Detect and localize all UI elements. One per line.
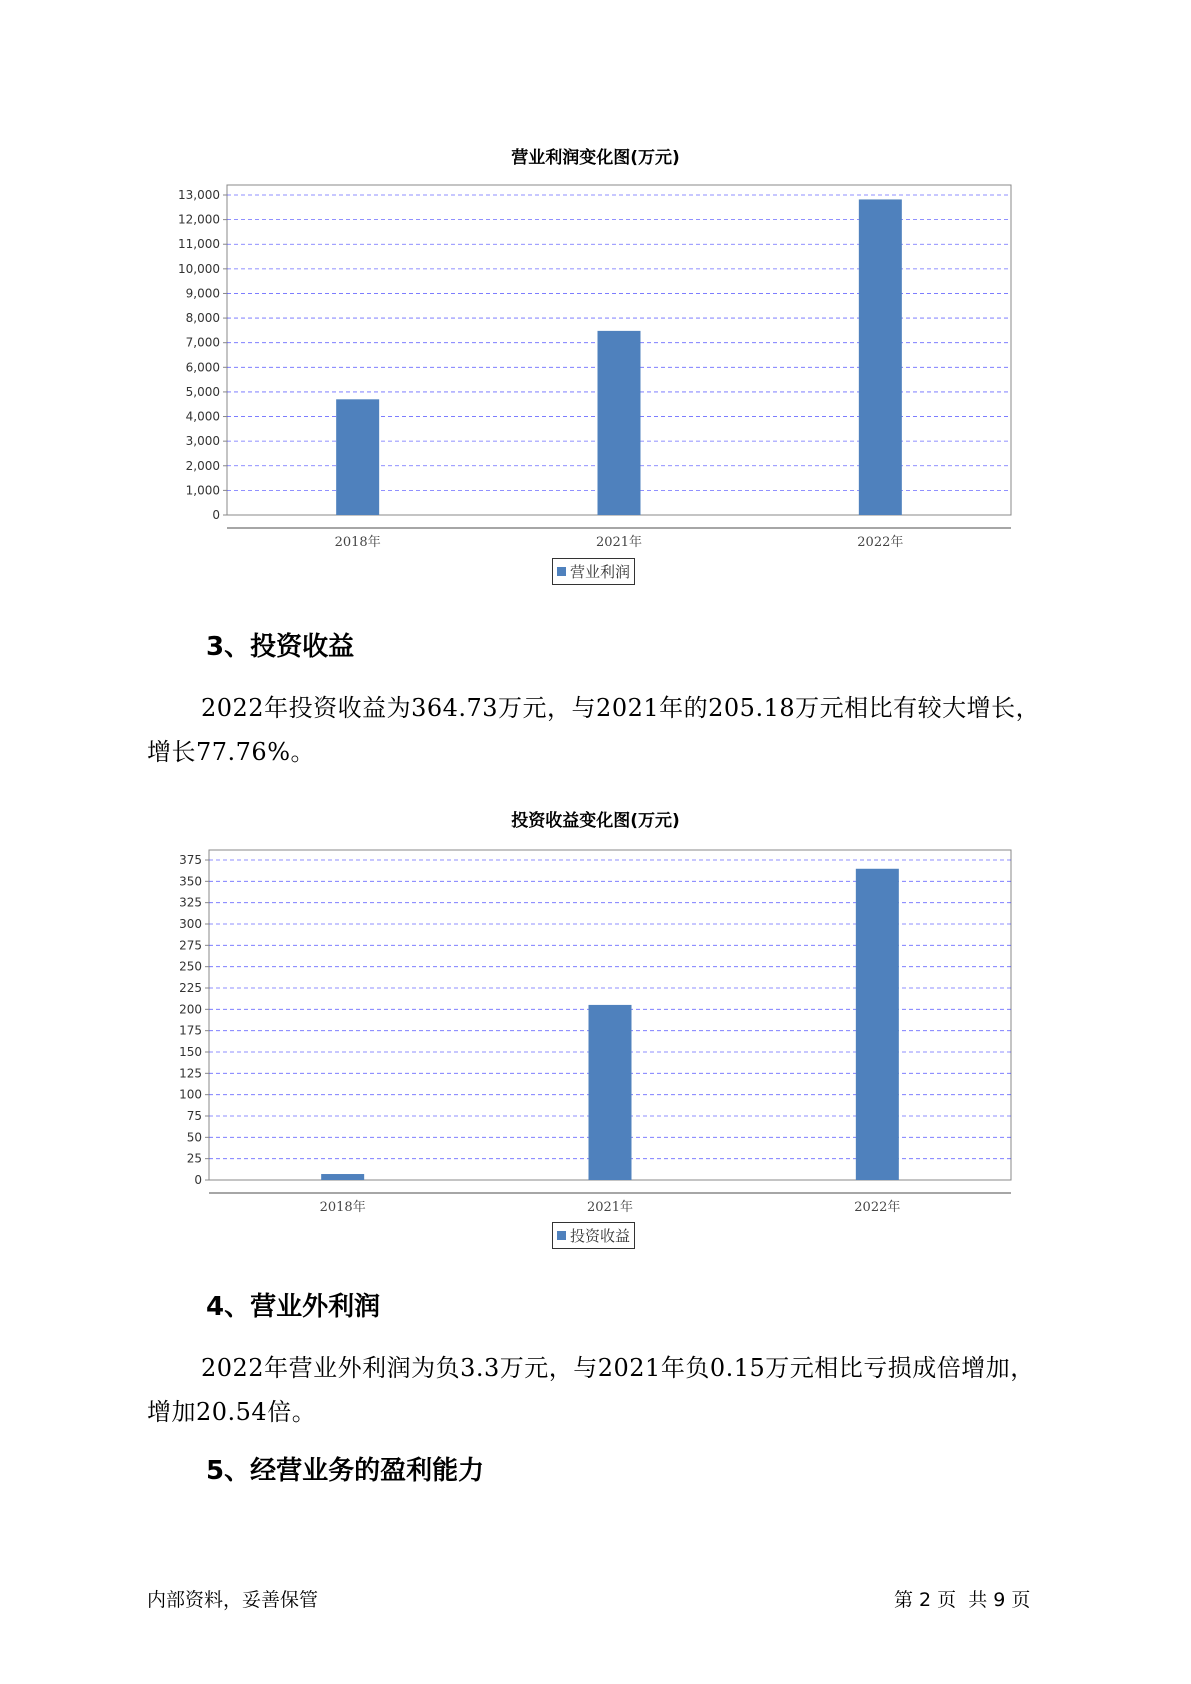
y-tick-label: 10,000 [178,261,220,276]
chart-title-investment-income: 投资收益变化图(万元) [511,811,680,831]
y-tick-label: 6,000 [185,360,220,375]
y-tick-label: 50 [186,1130,202,1145]
legend-swatch [557,567,566,576]
section-5-heading: 5、经营业务的盈利能力 [206,1456,485,1486]
y-tick-label: 325 [179,895,202,910]
y-tick-label: 275 [179,938,202,953]
y-tick-label: 5,000 [185,384,220,399]
y-tick-label: 8,000 [185,311,220,326]
legend-label: 营业利润 [570,563,631,581]
footer-confidential-note: 内部资料，妥善保管 [147,1589,319,1611]
section-4-paragraph: 2022年营业外利润为负3.3万元，与2021年负0.15万元相比亏损成倍增加，增加20.54倍。 [147,1354,1035,1426]
y-tick-label: 175 [179,1023,202,1038]
bar [336,399,379,515]
bar [589,1005,632,1180]
x-tick-label: 2022年 [854,1200,901,1215]
legend-label: 投资收益 [570,1227,631,1245]
y-tick-label: 4,000 [185,409,220,424]
x-tick-label: 2021年 [586,1200,634,1215]
section-4-heading: 4、营业外利润 [206,1292,381,1322]
y-tick-label: 13,000 [178,188,220,202]
y-tick-label: 150 [179,1045,202,1059]
y-tick-label: 11,000 [178,237,220,252]
y-tick-label: 100 [179,1087,202,1102]
y-tick-label: 375 [179,853,202,867]
chart-title-operating-profit: 营业利润变化图(万元) [511,148,680,168]
section-3-paragraph: 2022年投资收益为364.73万元，与2021年的205.18万元相比有较大增长，增长77.76%。 [147,694,1041,766]
y-tick-label: 350 [179,874,202,889]
y-tick-label: 1,000 [185,483,220,498]
bar [321,1174,364,1180]
section-3-heading: 3、投资收益 [206,632,355,662]
y-tick-label: 2,000 [185,458,220,473]
bar [856,869,899,1180]
y-tick-label: 300 [179,917,202,931]
legend-swatch [557,1231,566,1240]
y-tick-label: 0 [212,508,220,522]
chart1-legend [552,558,635,585]
chart2-legend [552,1222,635,1249]
y-tick-label: 9,000 [185,286,220,301]
investment-income-chart [0,835,1191,1215]
y-tick-label: 12,000 [178,212,220,227]
operating-profit-chart [0,170,1191,550]
bar [598,331,641,515]
y-tick-label: 125 [179,1066,202,1081]
y-tick-label: 250 [179,959,202,974]
x-tick-label: 2022年 [857,535,904,550]
y-tick-label: 225 [179,981,202,995]
y-tick-label: 7,000 [185,335,220,350]
y-tick-label: 0 [194,1173,202,1187]
footer-page-number: 第 2 页 共 9 页 [894,1589,1031,1611]
y-tick-label: 75 [186,1109,202,1123]
y-tick-label: 3,000 [185,434,220,449]
x-tick-label: 2018年 [334,535,381,550]
x-tick-label: 2018年 [319,1200,366,1215]
y-tick-label: 25 [186,1151,202,1166]
y-tick-label: 200 [179,1002,202,1017]
x-tick-label: 2021年 [595,535,643,550]
bar [859,199,902,515]
